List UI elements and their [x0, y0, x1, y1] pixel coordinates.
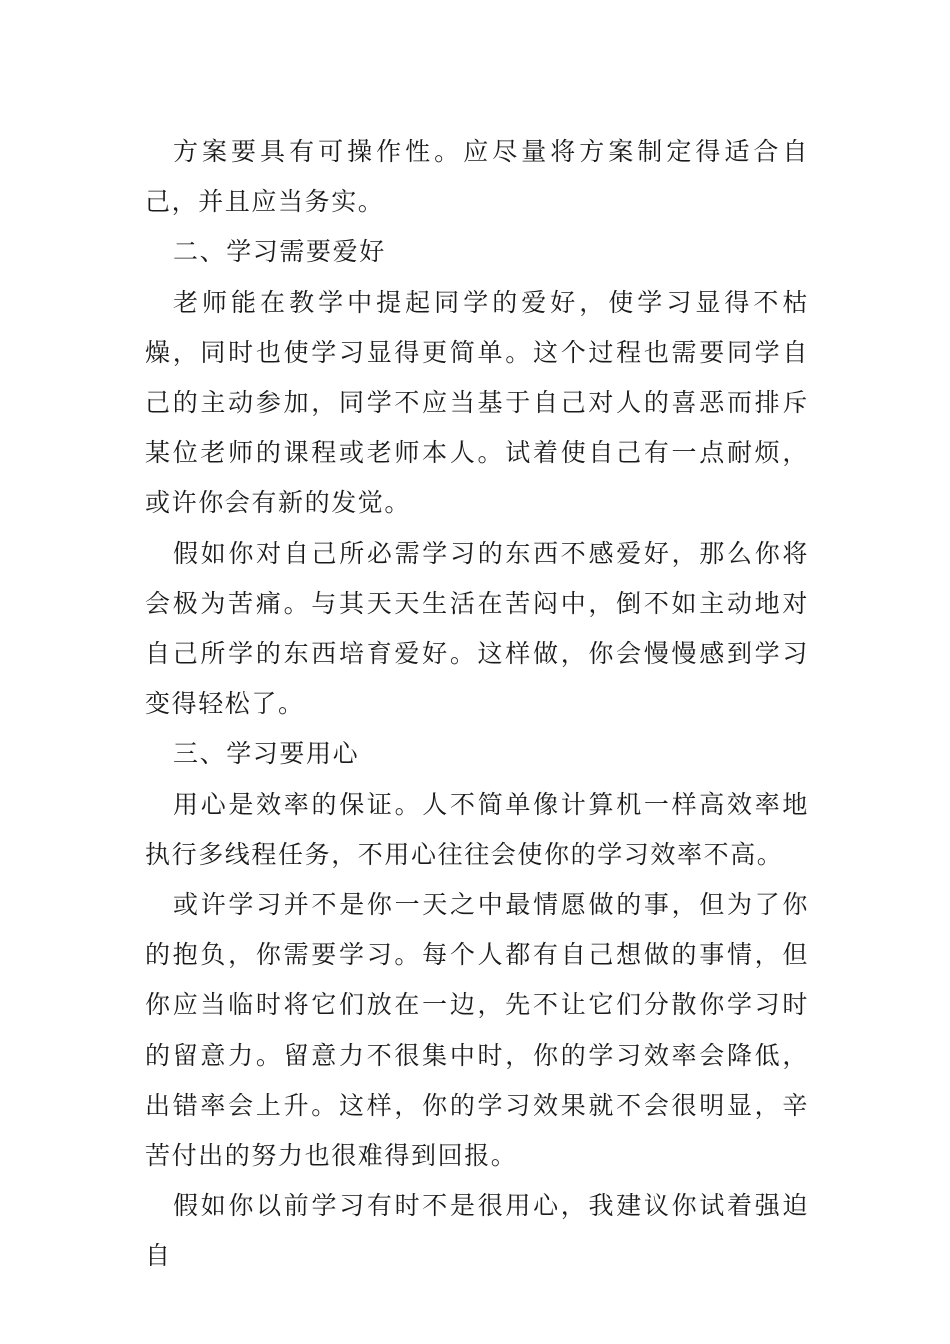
paragraph-focus-efficiency: 用心是效率的保证。人不简单像计算机一样高效率地执行多线程任务，不用心往往会使你的学习效率不高。: [145, 789, 809, 869]
document-body: [145, 127, 809, 1282]
paragraph-cultivate-interest: 假如你对自己所必需学习的东西不感爱好，那么你将会极为苦痛。与其天天生活在苦闷中，倒不如主动地对自己所学的东西培育爱好。这样做，你会慢慢感到学习变得轻松了。: [145, 538, 809, 719]
paragraph-teacher-interest: 老师能在教学中提起同学的爱好，使学习显得不枯燥，同时也使学习显得更简单。这个过程也需要同学自己的主动参加，同学不应当基于自己对人的喜恶而排斥某位老师的课程或老师本人。试着使自己有一点耐烦，或许你会有新的发觉。: [145, 287, 809, 518]
paragraph-plan-practical: 方案要具有可操作性。应尽量将方案制定得适合自己，并且应当务实。: [145, 137, 809, 217]
section-heading-interest: 二、学习需要爱好: [173, 237, 386, 267]
paragraph-attention: 或许学习并不是你一天之中最情愿做的事，但为了你的抱负，你需要学习。每个人都有自己想做的事情，但你应当临时将它们放在一边，先不让它们分散你学习时的留意力。留意力不很集中时，你的学习效率会降低，出错率会上升。这样，你的学习效果就不会很明显，辛苦付出的努力也很难得到回报。: [145, 890, 809, 1171]
section-heading-focus: 三、学习要用心: [173, 739, 360, 769]
paragraph-force-focus: 假如你以前学习有时不是很用心，我建议你试着强迫自: [145, 1191, 809, 1271]
